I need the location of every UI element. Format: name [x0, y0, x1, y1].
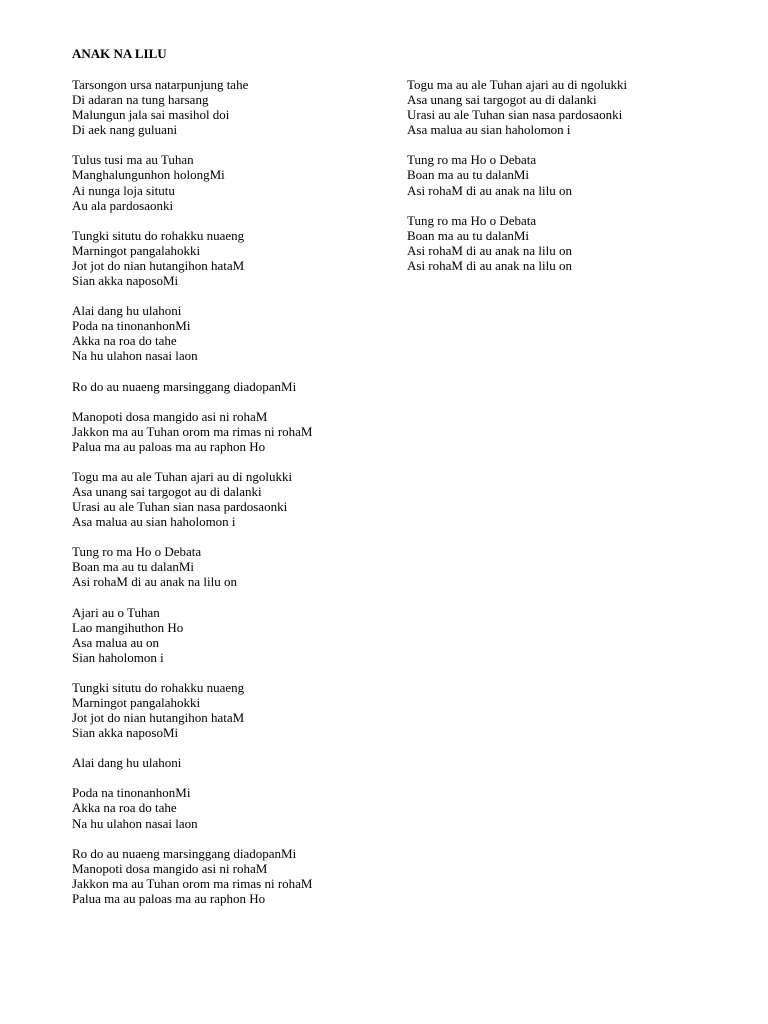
lyric-line: Manghalungunhon holongMi — [72, 167, 225, 183]
lyric-line: Asi rohaM di au anak na lilu on — [407, 257, 572, 273]
lyric-line: Asi rohaM di au anak na lilu on — [407, 182, 572, 198]
lyric-line: Tung ro ma Ho o Debata — [407, 212, 537, 228]
lyric-line: Tung ro ma Ho o Debata — [407, 152, 537, 168]
stanza — [72, 605, 312, 665]
lyric-line: Asi rohaM di au anak na lilu on — [407, 242, 572, 258]
lyric-line: Asi rohaM di au anak na lilu on — [72, 574, 237, 590]
lyric-line: Marningot pangalahokki — [72, 695, 201, 710]
lyric-line: Sian akka naposoMi — [72, 273, 179, 289]
lyric-line: Sian haholomon i — [72, 649, 164, 665]
lyric-line: Di adaran na tung harsang — [72, 92, 209, 108]
lyric-line: Na hu ulahon nasai laon — [72, 348, 198, 364]
lyric-line: Togu ma au ale Tuhan ajari au di ngolukki — [72, 468, 293, 484]
lyric-line: Manopoti dosa mangido asi ni rohaM — [72, 860, 268, 876]
page-title: ANAK NA LILU — [72, 46, 167, 61]
lyric-line: Jot jot do nian hutangihon hataM — [72, 710, 245, 726]
lyrics-column-right — [407, 77, 627, 288]
lyric-line: Ro do au nuaeng marsinggang diadopanMi — [72, 378, 297, 394]
lyric-line: Malungun jala sai masihol doi — [72, 107, 230, 123]
lyric-line: Jot jot do nian hutangihon hataM — [72, 257, 245, 273]
lyric-line: Ajari au o Tuhan — [72, 604, 160, 620]
lyrics-column-left — [72, 77, 312, 921]
lyric-line: Di aek nang guluani — [72, 122, 178, 138]
stanza — [72, 680, 312, 740]
lyric-line: Boan ma au tu dalanMi — [407, 167, 530, 183]
lyric-line: Urasi au ale Tuhan sian nasa pardosaonki — [72, 499, 288, 515]
lyric-line: Asa malua au sian haholomon i — [72, 514, 236, 530]
stanza — [72, 469, 312, 529]
lyric-line: Akka na roa do tahe — [72, 333, 177, 349]
stanza — [72, 379, 312, 394]
lyric-line: Ro do au nuaeng marsinggang diadopanMi — [72, 845, 297, 861]
stanza — [72, 755, 312, 770]
lyric-line: Asa unang sai targogot au di dalanki — [72, 483, 262, 499]
lyric-line: Boan ma au tu dalanMi — [72, 559, 195, 575]
lyric-line: Alai dang hu ulahoni — [72, 755, 182, 771]
stanza — [407, 77, 627, 137]
lyric-line: Asa malua au sian haholomon i — [407, 122, 571, 138]
lyric-line: Urasi au ale Tuhan sian nasa pardosaonki — [407, 107, 623, 123]
lyric-line: Marningot pangalahokki — [72, 242, 201, 258]
lyric-line: Tarsongon ursa natarpunjung tahe — [72, 77, 249, 92]
lyric-line: Lao mangihuthon Ho — [72, 619, 184, 635]
lyric-line: Manopoti dosa mangido asi ni rohaM — [72, 408, 268, 424]
lyric-line: Alai dang hu ulahoni — [72, 303, 182, 319]
lyric-line: Tungki situtu do rohakku nuaeng — [72, 227, 245, 243]
lyric-line: Poda na tinonanhonMi — [72, 785, 191, 801]
lyric-line: Asa unang sai targogot au di dalanki — [407, 92, 597, 108]
lyric-line: Palua ma au paloas ma au raphon Ho — [72, 890, 266, 906]
stanza — [407, 152, 627, 197]
stanza — [72, 544, 312, 589]
lyric-line: Au ala pardosaonki — [72, 197, 174, 213]
stanza — [72, 228, 312, 288]
lyric-line: Jakkon ma au Tuhan orom ma rimas ni rohaM — [72, 875, 313, 891]
lyric-line: Boan ma au tu dalanMi — [407, 227, 530, 243]
stanza — [72, 785, 312, 830]
lyric-line: Poda na tinonanhonMi — [72, 318, 191, 334]
stanza — [72, 77, 312, 137]
stanza — [72, 152, 312, 212]
lyric-line: Tung ro ma Ho o Debata — [72, 544, 202, 560]
stanza — [72, 409, 312, 454]
stanza — [72, 846, 312, 906]
stanza — [72, 303, 312, 363]
lyric-line: Asa malua au on — [72, 634, 160, 650]
lyric-line: Na hu ulahon nasai laon — [72, 815, 198, 831]
lyric-line: Tulus tusi ma au Tuhan — [72, 152, 194, 168]
lyric-line: Akka na roa do tahe — [72, 800, 177, 816]
lyric-line: Sian akka naposoMi — [72, 725, 179, 741]
lyric-line: Palua ma au paloas ma au raphon Ho — [72, 438, 266, 454]
lyric-line: Tungki situtu do rohakku nuaeng — [72, 679, 245, 695]
lyric-line: Ai nunga loja situtu — [72, 182, 175, 198]
stanza — [407, 213, 627, 273]
lyric-line: Togu ma au ale Tuhan ajari au di ngolukki — [407, 77, 628, 92]
lyric-line: Jakkon ma au Tuhan orom ma rimas ni rohaM — [72, 423, 313, 439]
